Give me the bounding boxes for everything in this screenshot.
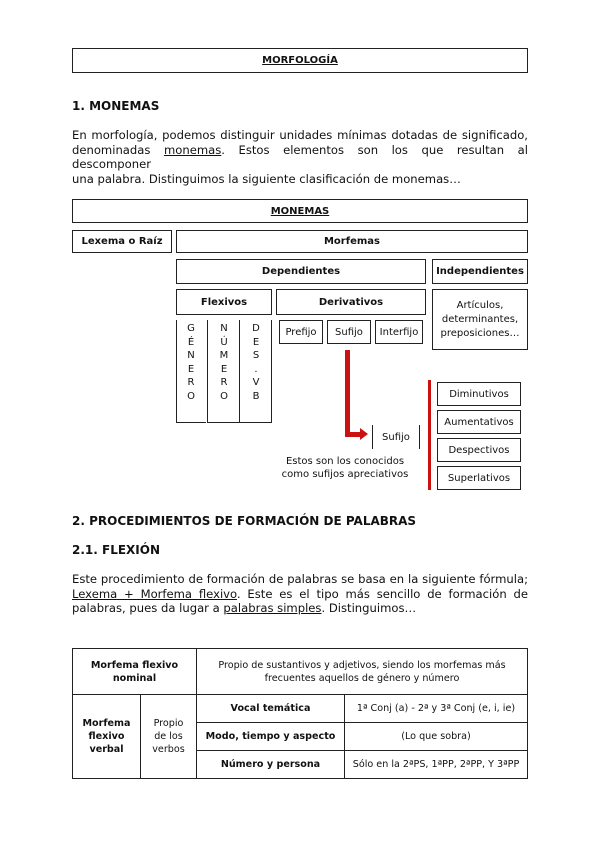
row-value-cell: (Lo que sobra)	[345, 723, 528, 751]
verbal-label-cell	[73, 695, 141, 779]
indep-desc-line: Artículos,	[456, 299, 504, 311]
row-value-cell: Sólo en la 2ªPS, 1ªPP, 2ªPP, Y 3ªPP	[345, 751, 528, 779]
monemas-term: monemas	[163, 142, 222, 157]
formula-term: Lexema + Morfema flexivo	[72, 586, 237, 601]
cell-line: verbos	[152, 744, 185, 755]
flexivos-box: Flexivos	[176, 289, 272, 315]
aumentativos-box: Aumentativos	[437, 410, 521, 434]
letter: O	[220, 390, 228, 402]
despectivos-box: Despectivos	[437, 438, 521, 462]
cell-line: flexivo	[88, 731, 125, 742]
letter: O	[187, 390, 195, 402]
sufijo2-label: Sufijo	[382, 431, 410, 443]
letter: N	[220, 323, 228, 334]
cell-line: de los	[154, 731, 183, 742]
intro-text: . Estos elementos son los que resultan al descomponer	[72, 142, 528, 171]
letter: .	[254, 363, 258, 375]
flexion-text: . Distinguimos…	[321, 601, 417, 615]
table-row	[73, 649, 528, 695]
letter: E	[252, 336, 260, 348]
superlativos-box: Superlativos	[437, 466, 521, 490]
lexema-box: Lexema o Raíz	[72, 230, 172, 253]
row-name-cell: Vocal temática	[197, 695, 345, 723]
note-line: Estos son los conocidos	[285, 456, 405, 467]
nominal-desc-cell	[197, 649, 528, 695]
table-row	[73, 695, 528, 723]
letter: D	[252, 323, 260, 334]
letter: R	[220, 377, 228, 388]
intro-line-2	[72, 143, 528, 172]
apreciativos-note	[276, 455, 414, 481]
verbal-desc-cell	[141, 695, 197, 779]
intro-line-3: una palabra. Distinguimos la siguiente clasificación de monemas…	[72, 171, 461, 186]
sufijo2-box	[372, 425, 420, 449]
section-heading-monemas: 1. MONEMAS	[72, 99, 160, 113]
letter: M	[219, 350, 229, 361]
palabras-simples-term: palabras simples	[223, 601, 322, 615]
cell-line: nominal	[112, 672, 157, 684]
page-title: MORFOLOGÍA	[262, 55, 338, 66]
letter: E	[220, 363, 228, 375]
note-line: como sufijos apreciativos	[281, 469, 409, 480]
indep-desc-line: preposiciones…	[440, 327, 520, 339]
numero-column	[207, 322, 241, 422]
letter: B	[252, 390, 260, 402]
interfijo-box: Interfijo	[375, 320, 423, 344]
independientes-desc-box	[432, 289, 528, 350]
flexion-line-3	[72, 601, 528, 616]
section-heading-procedimientos: 2. PROCEDIMIENTOS DE FORMACIÓN DE PALABRAS	[72, 514, 417, 528]
diagram-title-box	[72, 199, 528, 223]
desv-column	[239, 322, 273, 422]
cell-line: frecuentes aquellos de género y número	[264, 672, 460, 684]
letter: E	[187, 363, 195, 375]
letter: V	[252, 377, 260, 388]
indep-desc-line: determinantes,	[441, 313, 519, 325]
red-arrow-vertical	[345, 350, 350, 437]
intro-paragraph	[72, 128, 528, 186]
derivativos-box: Derivativos	[276, 289, 426, 315]
letter: G	[187, 323, 195, 334]
letter: Ú	[220, 336, 228, 348]
cell-line: Morfema flexivo	[90, 659, 179, 671]
sufijo-box: Sufijo	[327, 320, 371, 344]
morfemas-box: Morfemas	[176, 230, 528, 253]
cell-line: verbal	[89, 744, 124, 755]
row-value-cell: 1ª Conj (a) - 2ª y 3ª Conj (e, i, ie)	[345, 695, 528, 723]
flexion-line-2	[72, 587, 528, 602]
flexion-paragraph	[72, 572, 528, 616]
nominal-label-cell	[73, 649, 197, 695]
red-arrow-horizontal	[345, 432, 361, 437]
letter: S	[252, 350, 260, 361]
cell-line: Morfema	[82, 718, 131, 729]
letter: N	[187, 350, 195, 361]
page-title-box	[72, 48, 528, 73]
dependientes-box: Dependientes	[176, 259, 426, 284]
cell-line: Propio	[153, 718, 184, 729]
apreciativos-bracket	[428, 380, 431, 490]
cell-line: Propio de sustantivos y adjetivos, siendo los morfemas más	[218, 659, 506, 671]
flexion-text: . Este es el tipo más sencillo de formación de	[236, 586, 528, 601]
red-arrow-head	[360, 428, 368, 440]
intro-line-1: En morfología, podemos distinguir unidades mínimas dotadas de significado,	[72, 128, 528, 142]
row-name-cell: Número y persona	[197, 751, 345, 779]
flexion-text: palabras, pues da lugar a	[72, 601, 224, 615]
diagram-title: MONEMAS	[270, 205, 330, 217]
flexion-line-1: Este procedimiento de formación de palabras se basa en la siguiente fórmula;	[72, 572, 528, 586]
independientes-box: Independientes	[432, 259, 528, 284]
prefijo-box: Prefijo	[279, 320, 323, 344]
letter: É	[187, 336, 195, 348]
intro-text: denominadas	[72, 142, 164, 157]
genero-column	[174, 322, 208, 422]
flexion-table	[72, 648, 528, 779]
subsection-heading-flexion: 2.1. FLEXIÓN	[72, 543, 160, 557]
diminutivos-box: Diminutivos	[437, 382, 521, 406]
letter: R	[187, 377, 195, 388]
row-name-cell: Modo, tiempo y aspecto	[197, 723, 345, 751]
